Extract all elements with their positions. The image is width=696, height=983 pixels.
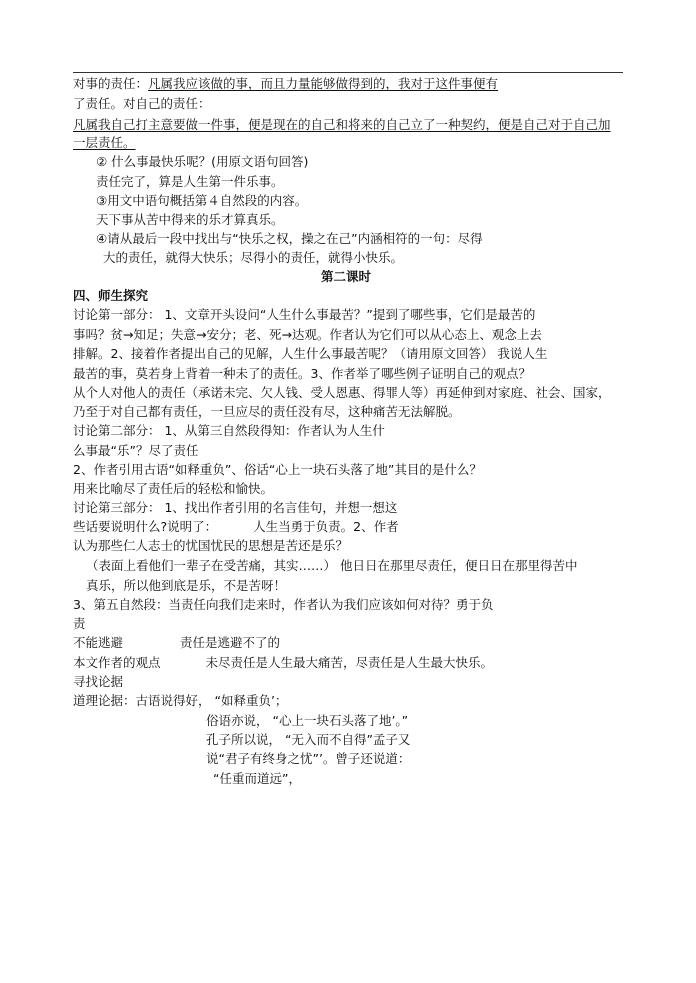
underlined-text-line: 凡属我自己打主意要做一件事，便是现在的自己和将来的自己立了一种契约，便是自己对于自己加 [73,117,611,132]
text-line: ④请从最后一段中找出与“快乐之权，操之在己”内涵相符的一句：尽得 [96,231,483,246]
text-line: 道理论据：古语说得好， “如释重负’； [73,693,288,708]
text-line: ② 什么事最快乐呢？(用原文语句回答) [96,154,309,169]
text-line: （表面上看他们一辈子在受苦痛，其实……） 他日日在那里尽责任，便日日在那里得苦中 [86,558,578,573]
underlined-text-line: 一层责任。 [73,135,136,150]
section-heading: 四、师生探究 [73,288,149,303]
line-label: 不能逃避 [73,635,124,650]
text-line: 么事最“乐”？尽了责任 [73,443,199,458]
text-line [73,655,493,671]
line-answer: 未尽责任是人生最大痛苦，尽责任是人生最大快乐。 [205,655,494,670]
text-line: 俗语亦说， “心上一块石头落了地’。” [206,713,409,728]
text-line: 责 [73,616,86,631]
text-line: ③用文中语句概括第４自然段的内容。 [96,193,308,208]
text-line: 讨论第二部分： 1、从第三自然段得知：作者认为人生什 [73,423,385,438]
text-line: 用来比喻尽了责任后的轻松和愉快。 [73,481,274,496]
text-line: 孔子所以说， “无入而不自得”孟子又 [206,732,411,747]
text-line: 讨论第一部分： 1、文章开头设问“人生什么事最苦？”提到了哪些事，它们是最苦的 [73,307,536,322]
text-line: 天下事从苦中得来的乐才算真乐。 [96,212,284,227]
text-line: 事吗？贫→知足；失意→安分；老、死→达观。作者认为它们可以从心态上、观念上去 [73,327,542,342]
line-label: 本文作者的观点 [73,655,161,670]
text-line: 真乐，所以他到底是乐，不是苦呀！ [86,578,287,593]
text-line: 大的责任，就得大快乐；尽得小的责任，就得小快乐。 [103,250,404,265]
text-line: 说“君子有终身之忧”’。曾子还说道： [206,751,411,766]
text-line: 排解。2、接着作者提出自己的见解，人生什么事最苦呢？（请用原文回答） 我说人生 [73,346,548,361]
text-line [73,519,399,535]
text-line: 3、第五自然段：当责任向我们走来时，作者认为我们应该如何对待？勇于负 [73,597,494,612]
text-line [73,635,280,651]
text-line: 认为那些仁人志士的忧国忧民的思想是苦还是乐？ [73,538,349,553]
text-line: 2、作者引用古语“如释重负”、俗话“心上一块石头落了地”其目的是什么？ [73,462,482,477]
line-answer: 责任是逃避不了的 [180,635,281,650]
text-line [73,76,498,92]
text-line: “任重而道远”， [213,771,301,786]
text-line: 责任完了，算是人生第一件乐事。 [96,174,284,189]
text-line: 从个人对他人的责任（承诺未完、欠人钱、受人恩惠、得罪人等）再延伸到对家庭、社会、国家， [73,385,611,400]
text-line: 了责任。对自己的责任： [73,96,211,111]
text-line: 乃至于对自己都有责任，一旦应尽的责任没有尽，这种痛苦无法解脱。 [73,404,461,419]
text-line: 寻找论据 [73,674,124,689]
line-label: 些话要说明什么?说明了： [73,519,218,534]
header-rule [73,72,623,73]
underlined-text: 凡属我应该做的事，而且力量能够做得到的，我对于这件事便有 [148,76,499,91]
line-answer: 人生当勇于负责。2、作者 [253,519,399,534]
section-heading: 第二课时 [321,269,372,284]
text-line: 最苦的事，莫若身上背着一种未了的责任。3、作者举了哪些例子证明自己的观点？ [73,366,531,381]
text-line: 讨论第三部分： 1、找出作者引用的名言佳句，并想一想这 [73,500,398,515]
line-label: 对事的责任： [73,76,149,91]
